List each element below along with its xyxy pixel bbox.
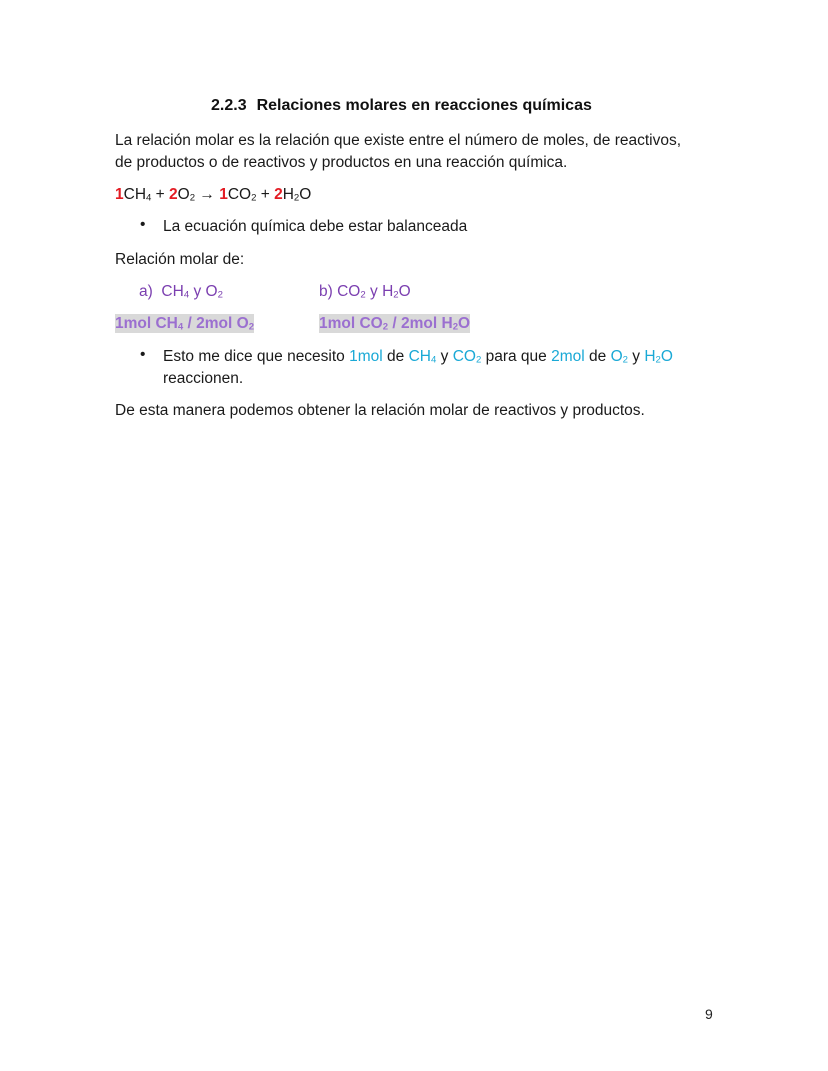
ratio-b (319, 313, 470, 335)
ratio-text: / 2mol O (183, 315, 249, 332)
subscript: 2 (360, 289, 366, 301)
formula: O (398, 283, 411, 300)
option-a (139, 281, 223, 303)
subscript: 2 (622, 354, 628, 366)
subscript: 4 (183, 289, 190, 301)
coef: 2 (274, 186, 283, 203)
subscript: 2 (189, 192, 196, 204)
text: Esto me dice que necesito (163, 348, 350, 365)
section-heading (211, 97, 592, 115)
subscript: 2 (251, 192, 257, 204)
coef: 2 (169, 186, 178, 203)
formula: O (660, 348, 673, 365)
subscript: 2 (293, 192, 300, 204)
subscript: 4 (177, 321, 184, 333)
formula: O (205, 283, 218, 300)
bullet-icon: • (140, 346, 146, 363)
subscript: 2 (452, 321, 459, 333)
ratio-text: O (458, 315, 471, 332)
option-b (319, 281, 411, 303)
bullet-balanced: La ecuación química debe estar balanceada (163, 218, 468, 235)
intro-line-1: La relación molar es la relación que existe entre el número de moles, de reactivos, (115, 132, 682, 149)
section-number: 2.2.3 (211, 97, 247, 114)
ratio-text: 1mol CO (319, 315, 383, 332)
text: reaccionen. (163, 370, 244, 387)
formula: O (610, 348, 623, 365)
subscript: 4 (430, 354, 437, 366)
relacion-label: Relación molar de: (115, 251, 245, 268)
formula: H (382, 283, 394, 300)
coef: 1 (219, 186, 228, 203)
intro-paragraph (115, 130, 681, 174)
subscript: 2 (655, 354, 661, 366)
formula: O (299, 186, 312, 203)
operator: + (256, 186, 275, 203)
arrow-icon: → (195, 186, 220, 203)
formula: O (177, 186, 190, 203)
mol-amount: 1mol (349, 348, 383, 365)
intro-line-2: de productos o de reactivos y productos en una reacción química. (115, 154, 568, 171)
formula: CH (161, 283, 184, 300)
subscript: 2 (217, 289, 223, 301)
section-title: Relaciones molares en reacciones químicas (256, 97, 592, 114)
subscript: 2 (248, 321, 255, 333)
bullet-explanation (163, 346, 673, 390)
text: y (365, 283, 383, 300)
subscript: 2 (393, 289, 399, 301)
formula: H (282, 186, 294, 203)
ratio-text: 1mol CH (115, 315, 178, 332)
coef: 1 (115, 186, 124, 203)
text: de (584, 348, 611, 365)
mol-amount: 2mol (551, 348, 585, 365)
formula: CO (337, 283, 361, 300)
text: y (189, 283, 206, 300)
subscript: 2 (475, 354, 482, 366)
conclusion-paragraph: De esta manera podemos obtener la relación molar de reactivos y productos. (115, 402, 645, 419)
ratio-text: / 2mol H (388, 315, 453, 332)
formula: CH (123, 186, 147, 203)
formula: CO (227, 186, 252, 203)
formula: H (644, 348, 656, 365)
subscript: 2 (382, 321, 389, 333)
ratio-a (115, 313, 254, 335)
page-number: 9 (705, 1006, 713, 1022)
formula: CO (452, 348, 476, 365)
text: y (627, 348, 645, 365)
text: y (436, 348, 453, 365)
chemical-equation (115, 184, 311, 206)
option-label: b) (319, 283, 333, 300)
option-label: a) (139, 283, 153, 300)
subscript: 4 (146, 192, 152, 204)
text: de (382, 348, 409, 365)
operator: + (151, 186, 170, 203)
bullet-icon: • (140, 216, 146, 233)
formula: CH (408, 348, 431, 365)
text: para que (481, 348, 552, 365)
